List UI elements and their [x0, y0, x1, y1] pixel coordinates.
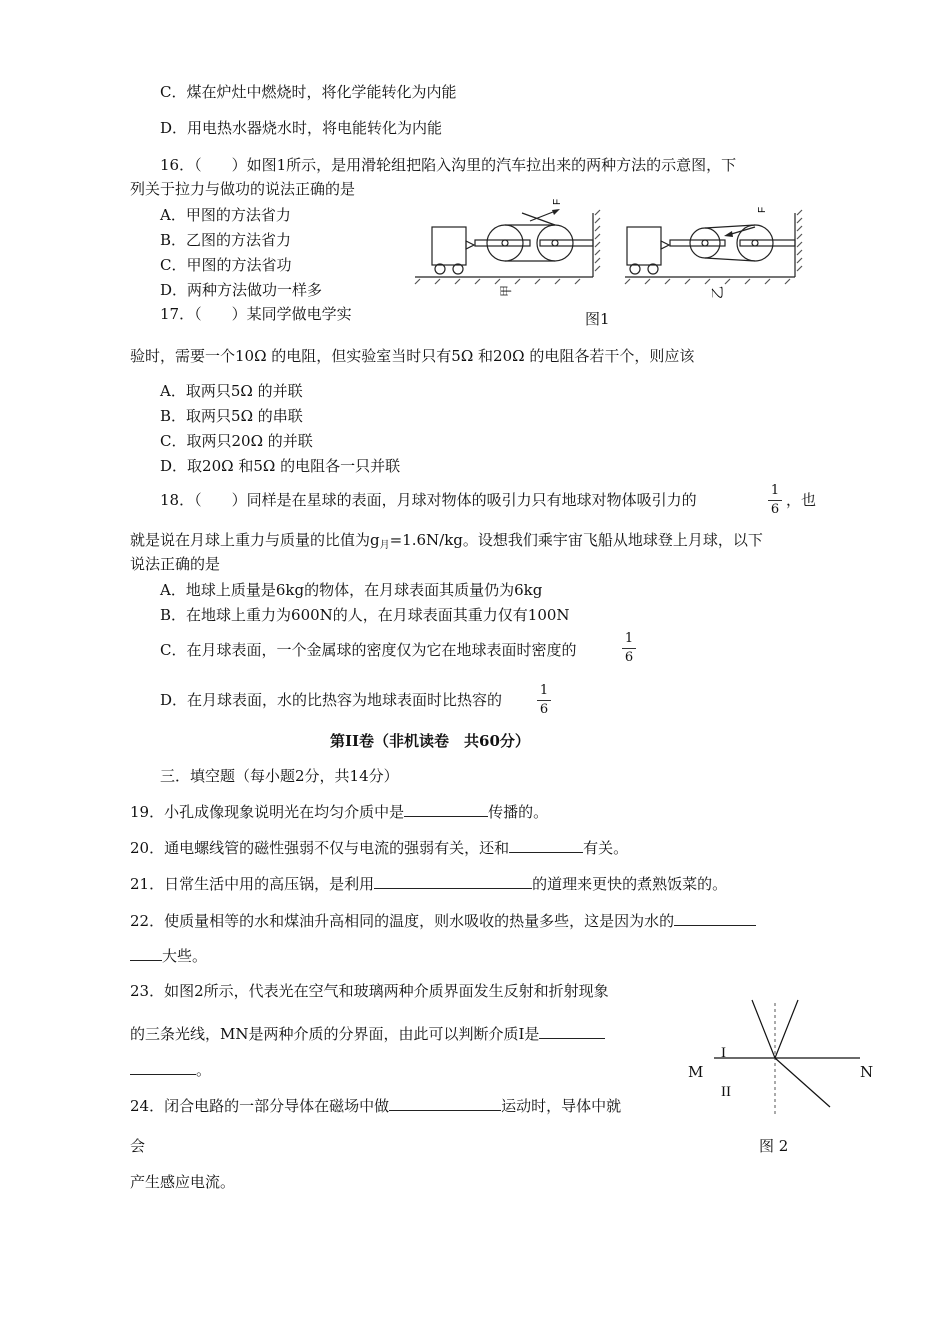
ray-refracted: [775, 1058, 830, 1107]
q18-option-a: A．地球上质量是6kg的物体，在月球表面其质量仍为6kg: [160, 581, 543, 599]
figure-2-label-n: N: [860, 1063, 874, 1081]
q15-option-c: C．煤在炉灶中燃烧时，将化学能转化为内能: [160, 83, 457, 101]
q17-option-b: B．取两只5Ω 的串联: [160, 407, 303, 425]
q16-option-c: C．甲图的方法省功: [160, 256, 292, 274]
q18-fraction-option-d: [537, 684, 551, 717]
q17-stem-line1: 17．（ ）某同学做电学实: [160, 305, 352, 323]
q24-line1: [130, 1095, 621, 1116]
q22-text-a: 22．使质量相等的水和煤油升高相同的温度，则水吸收的热量多些，这是因为水的: [130, 912, 675, 930]
figure-1-pulleys: [410, 198, 810, 325]
q23-line3: [130, 1059, 211, 1080]
part-3-heading: 三．填空题（每小题2分，共14分）: [160, 767, 399, 785]
q18-fraction-option-c: [622, 632, 636, 665]
fraction-denominator: 6: [770, 502, 780, 517]
fraction-numerator: 1: [624, 631, 634, 646]
q18-stem-line3: 说法正确的是: [130, 555, 221, 573]
q16-option-b: B．乙图的方法省力: [160, 231, 292, 249]
q18-option-d: D．在月球表面，水的比热容为地球表面时比热容的: [160, 691, 503, 709]
q18-stem2-b: =1.6N/kg。设想我们乘宇宙飞船从地球登上月球，以下: [389, 531, 763, 549]
q17-option-a: A．取两只5Ω 的并联: [160, 382, 303, 400]
fraction-numerator: 1: [770, 483, 780, 498]
q21: [130, 873, 727, 894]
q21-text-b: 的道理来更快的煮熟饭菜的。: [532, 875, 728, 893]
figure-1-right: [625, 210, 802, 284]
q23-answer-blank-part1: [539, 1023, 605, 1039]
q22-answer-blank-part1: [674, 910, 756, 926]
q22-line1: [130, 910, 756, 931]
q18-stem2-sub: 月: [379, 540, 390, 551]
q21-text-a: 21．日常生活中用的高压锅，是利用: [130, 875, 375, 893]
q23-text-b: 的三条光线，MN是两种介质的分界面，由此可以判断介质I是: [130, 1025, 540, 1043]
q21-answer-blank: [374, 873, 532, 889]
q24-line3: 产生感应电流。: [130, 1173, 236, 1191]
figure-2-label-m: M: [688, 1063, 704, 1081]
section-2-title: 第II卷（非机读卷 共60分）: [330, 732, 530, 750]
q22-line2: [130, 945, 207, 966]
q23-line1: 23．如图2所示，代表光在空气和玻璃两种介质界面发生反射和折射现象: [130, 982, 609, 1000]
q19-text-b: 传播的。: [488, 803, 549, 821]
q18-option-c: C．在月球表面，一个金属球的密度仅为它在地球表面时密度的: [160, 641, 577, 659]
ray-reflected: [775, 1000, 798, 1058]
q20-text-a: 20．通电螺线管的磁性强弱不仅与电流的强弱有关，还和: [130, 839, 510, 857]
q22-answer-blank-part2: [130, 945, 162, 961]
figure-1-force-label-left: F: [552, 198, 563, 205]
q16-stem-line1: 16．（ ）如图1所示，是用滑轮组把陷入沟里的汽车拉出来的两种方法的示意图，下: [160, 156, 737, 174]
q23-text-c: 。: [196, 1061, 212, 1079]
q23-line2: [130, 1023, 605, 1044]
figure-1-caption: 图1: [585, 310, 610, 328]
figure-1-left: [415, 210, 600, 284]
q18-stem-line2: [130, 530, 763, 556]
figure-1-force-label-right: F: [757, 206, 768, 213]
q18-option-b: B．在地球上重力为600N的人，在月球表面其重力仅有100N: [160, 606, 570, 624]
q24-text-b: 运动时，导体中就: [501, 1097, 622, 1115]
q16-stem-line2: 列关于拉力与做功的说法正确的是: [130, 180, 356, 198]
q16-option-a: A．甲图的方法省力: [160, 206, 291, 224]
q19-answer-blank: [404, 801, 488, 817]
q20-text-b: 有关。: [583, 839, 629, 857]
figure-2-label-medium-1: I: [721, 1045, 726, 1061]
figure-1-label-yi: 乙: [711, 285, 726, 299]
q15-option-d: D．用电热水器烧水时，将电能转化为内能: [160, 119, 443, 137]
q17-stem-line2: 验时，需要一个10Ω 的电阻，但实验室当时只有5Ω 和20Ω 的电阻各若干个，则应该: [130, 347, 695, 365]
ray-incident: [752, 1000, 775, 1058]
q20-answer-blank: [509, 837, 583, 853]
q19: [130, 801, 548, 822]
q24-line2: 会: [130, 1137, 146, 1155]
q17-option-d: D．取20Ω 和5Ω 的电阻各一只并联: [160, 457, 401, 475]
figure-2-label-medium-2: II: [721, 1084, 731, 1100]
q16-option-d: D．两种方法做功一样多: [160, 281, 323, 299]
q18-stem-line1: 18．（ ）同样是在星球的表面，月球对物体的吸引力只有地球对物体吸引力的: [160, 491, 697, 509]
q19-text-a: 19．小孔成像现象说明光在均匀介质中是: [130, 803, 405, 821]
fraction-denominator: 6: [539, 702, 549, 717]
q23-answer-blank-part2: [130, 1059, 196, 1075]
q18-fraction-stem: [768, 484, 782, 517]
fraction-denominator: 6: [624, 650, 634, 665]
q20: [130, 837, 628, 858]
q17-option-c: C．取两只20Ω 的并联: [160, 432, 313, 450]
q24-text-a: 24．闭合电路的一部分导体在磁场中做: [130, 1097, 390, 1115]
figure-2-light-rays: [680, 995, 880, 1120]
q24-answer-blank: [389, 1095, 501, 1111]
figure-2-caption: 图 2: [759, 1137, 789, 1155]
q22-text-b: 大些。: [162, 947, 208, 965]
q18-stem-line1-end: ，也: [786, 491, 817, 509]
q18-stem2-a: 就是说在月球上重力与质量的比值为g: [130, 531, 380, 549]
fraction-numerator: 1: [539, 683, 549, 698]
figure-1-label-jia: 甲: [499, 284, 513, 297]
